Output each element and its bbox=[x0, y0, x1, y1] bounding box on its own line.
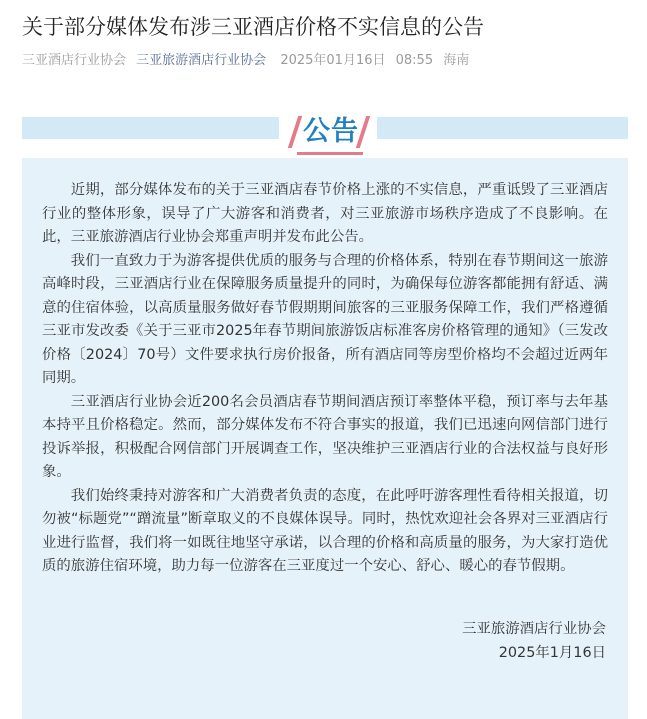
publish-date: 2025年01月16日 bbox=[280, 53, 386, 68]
notice-paragraph: 我们一直致力于为游客提供优质的服务与合理的价格体系，特别在春节期间这一旅游高峰时段，三亚酒店行业在保障服务质量提升的同时，为确保每位游客都能拥有舒适、满意的住宿体验，以高质量服务做好春节假期期间旅客的三亚服务保障工作，我们严格遵循三亚市发改委《关于三亚市2025年春节期间旅游饭店标准客房价格管理的通知》（三发改价格〔2024〕70号）文件要求执行房价报备，所有酒店同等房型价格均不会超过近两年同期。 bbox=[42, 252, 608, 386]
account-name-link[interactable]: 三亚旅游酒店行业协会 bbox=[136, 53, 267, 68]
notice-paragraph: 近期，部分媒体发布的关于三亚酒店春节价格上涨的不实信息，严重诋毁了三亚酒店行业的整体形象，误导了广大游客和消费者，对三亚旅游市场秩序造成了不良影响。在此，三亚旅游酒店行业协会郑重声明并发布此公告。 bbox=[42, 182, 608, 245]
signature-organization: 三亚旅游酒店行业协会 bbox=[462, 621, 606, 637]
notice-body bbox=[42, 179, 608, 579]
signature-date: 2025年1月16日 bbox=[498, 645, 606, 661]
article-meta bbox=[22, 51, 475, 71]
notice-signature bbox=[462, 617, 606, 665]
author-name: 三亚酒店行业协会 bbox=[22, 53, 127, 68]
notice-heading: 公告 bbox=[303, 116, 359, 147]
heading-underline bbox=[297, 152, 363, 155]
publish-location: 海南 bbox=[443, 53, 470, 68]
notice-box bbox=[22, 117, 628, 719]
page-title: 关于部分媒体发布涉三亚酒店价格不实信息的公告 bbox=[22, 15, 484, 39]
publish-time: 08:55 bbox=[395, 53, 434, 68]
notice-paragraph: 三亚酒店行业协会近200名会员酒店春节期间酒店预订率整体平稳，预订率与去年基本持平且价格稳定。然而，部分媒体发布不符合事实的报道，我们已迅速向网信部门进行投诉举报，积极配合网信部门开展调查工作，坚决维护三亚酒店行业的合法权益与良好形象。 bbox=[42, 393, 608, 480]
notice-paragraph: 我们始终秉持对游客和广大消费者负责的态度，在此呼吁游客理性看待相关报道，切勿被“标题党”“蹭流量”断章取义的不良媒体误导。同时，热忱欢迎社会各界对三亚酒店行业进行监督，我们将一如既往地坚守承诺，以合理的价格和高质量的服务，为大家打造优质的旅游住宿环境，助力每一位游客在三亚度过一个安心、舒心、暖心的春节假期。 bbox=[42, 487, 608, 574]
notice-heading-badge bbox=[279, 114, 377, 158]
